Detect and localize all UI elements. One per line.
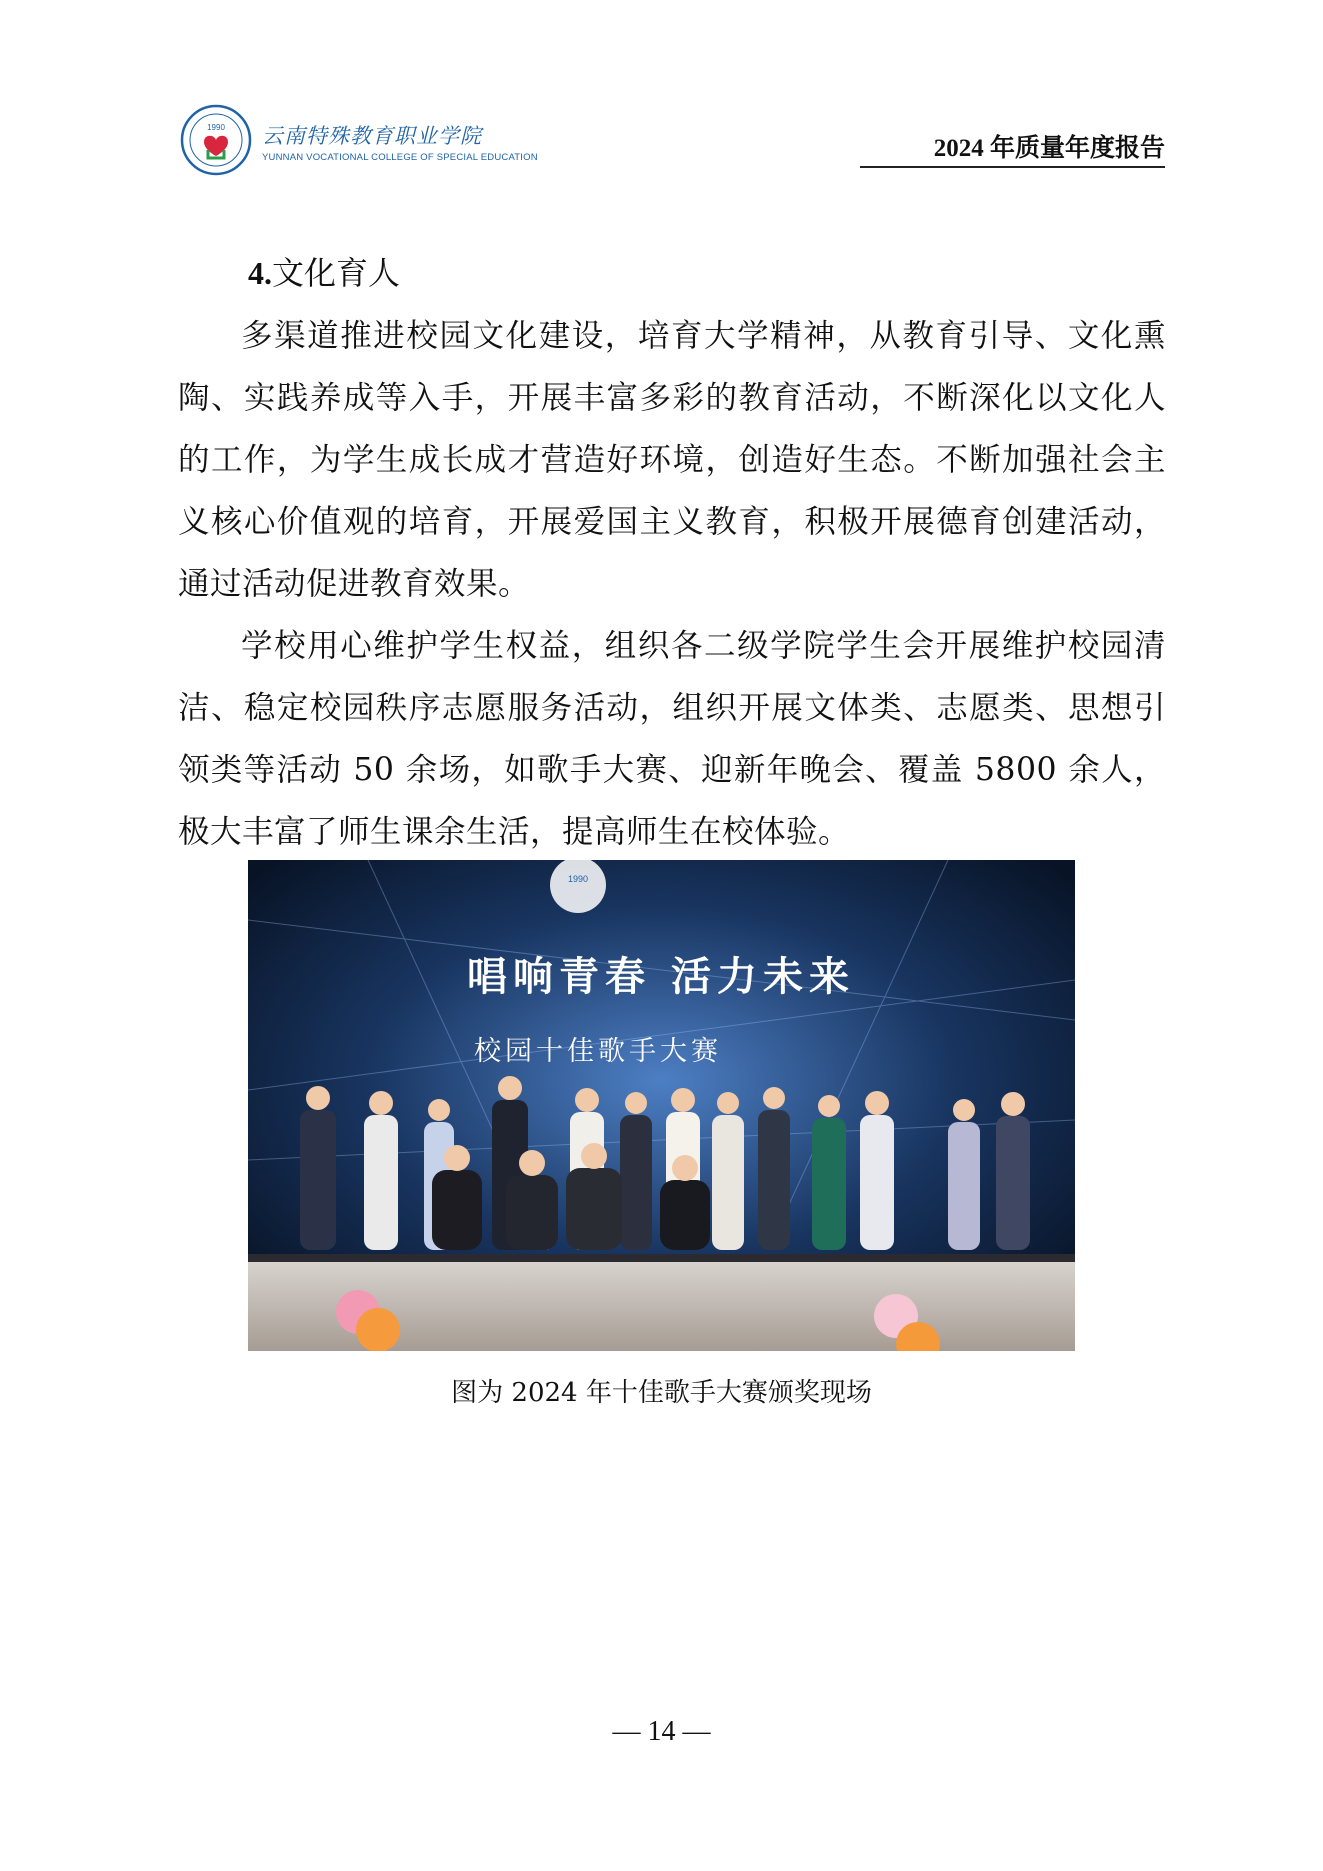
logo-chinese-name: 云南特殊教育职业学院 — [262, 124, 482, 148]
section-title: 文化育人 — [272, 254, 401, 292]
header-rule — [860, 166, 1165, 168]
section-number: 4. — [248, 255, 272, 291]
banner-title: 唱响青春 活力未来 — [467, 954, 855, 1000]
paragraph-1: 多渠道推进校园文化建设，培育大学精神，从教育引导、文化熏陶、实践养成等入手，开展丰富多彩的教育活动，不断深化以文化人的工作，为学生成长成才营造好环境，创造好生态。不断加强社会主义核心价值观的培育，开展爱国主义教育，积极开展德育创建活动，通过活动促进教育效果。 — [178, 318, 1166, 602]
college-logo — [180, 104, 252, 176]
balloon-orange-left — [356, 1308, 400, 1351]
page-number: — 14 — — [612, 1716, 711, 1747]
logo-english-name: YUNNAN VOCATIONAL COLLEGE OF SPECIAL EDUCATION — [262, 152, 538, 163]
logo-wordmark — [262, 120, 538, 163]
banner-logo-year: 1990 — [567, 874, 589, 884]
report-title: 2024 年质量年度报告 — [933, 135, 1165, 162]
photo-caption: 图为 2024 年十佳歌手大赛颁奖现场 — [451, 1378, 872, 1408]
logo-year: 1990 — [207, 123, 225, 132]
section-heading — [248, 248, 400, 294]
banner-subtitle: 校园十佳歌手大赛 — [474, 1036, 722, 1067]
paragraph-2: 学校用心维护学生权益，组织各二级学院学生会开展维护校园清洁、稳定校园秩序志愿服务活动，组织开展文体类、志愿类、思想引领类等活动 50 余场，如歌手大赛、迎新年晚会、覆盖 5800 余人，极大丰富了师生课余生活，提高师生在校体验。 — [178, 628, 1166, 850]
page-header — [180, 104, 1165, 174]
award-ceremony-photo — [248, 860, 1075, 1351]
